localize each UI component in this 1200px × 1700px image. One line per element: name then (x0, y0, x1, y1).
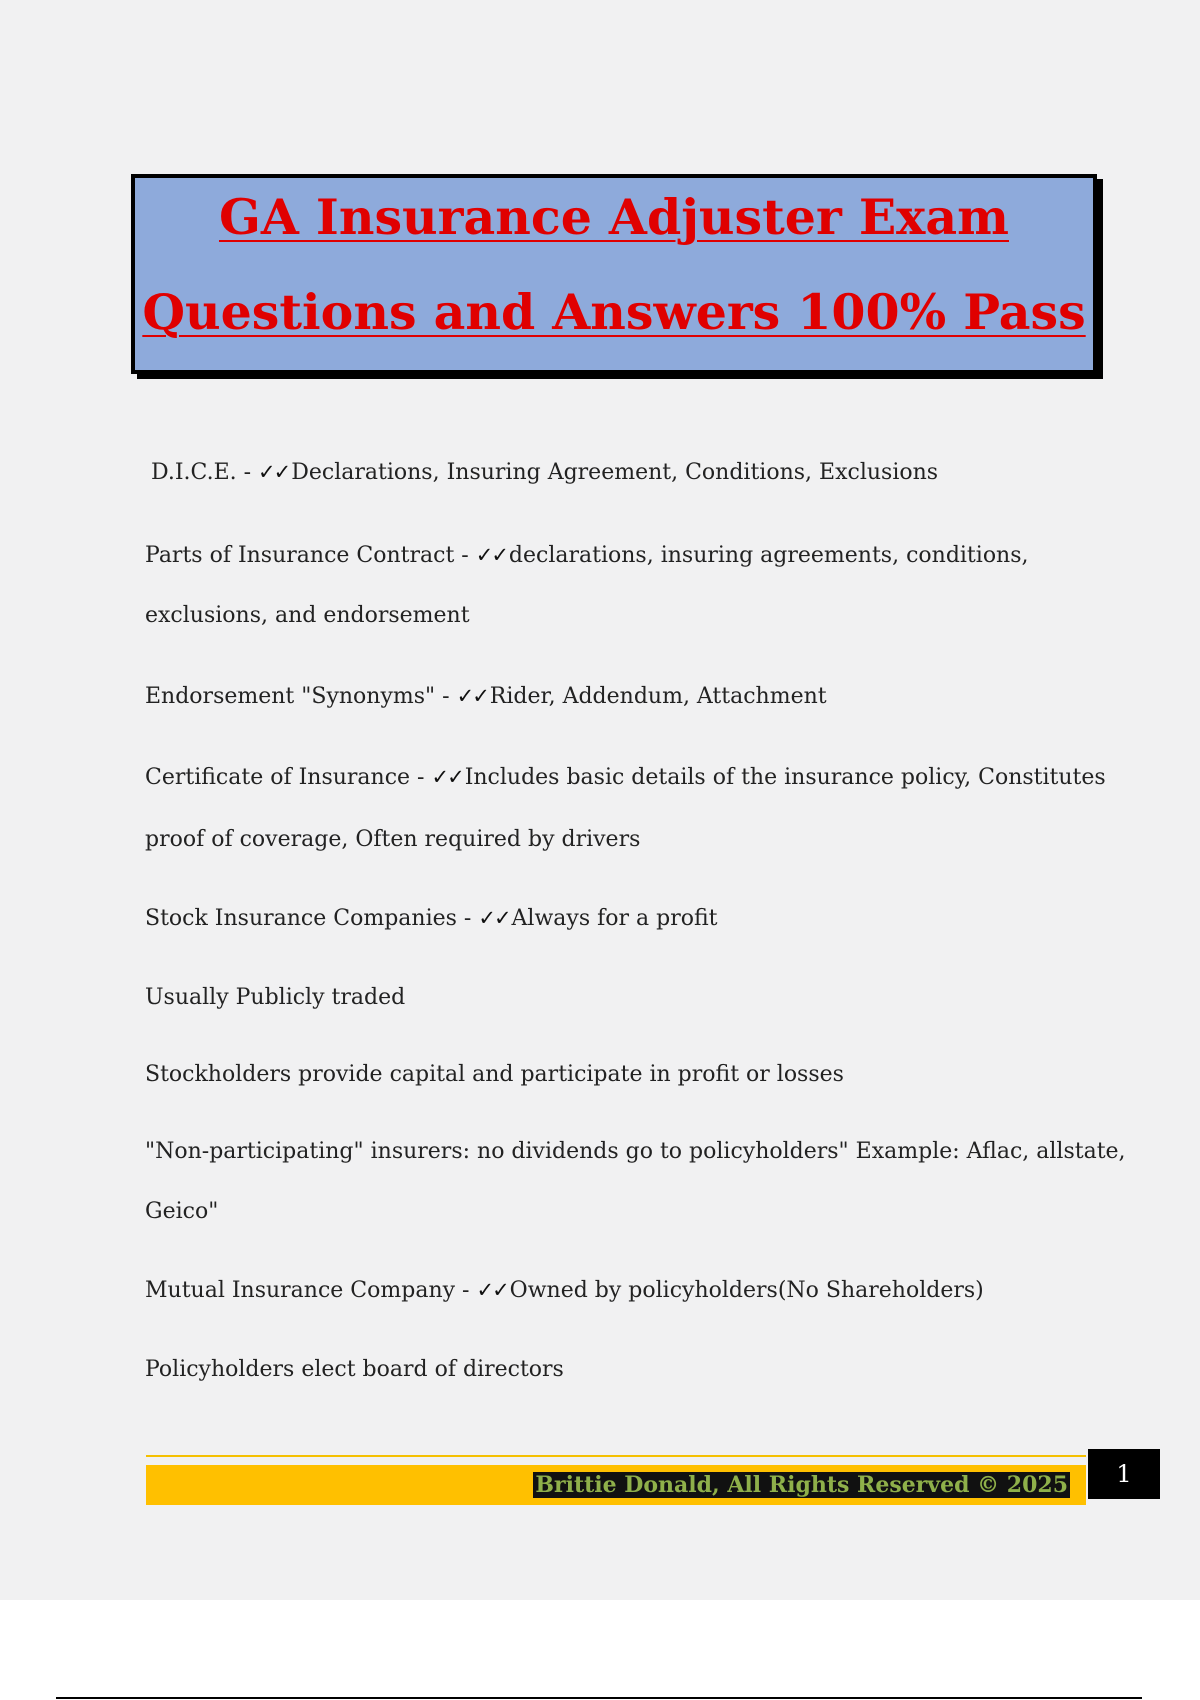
copyright-text: Brittie Donald, All Rights Reserved © 2025 (535, 1472, 1068, 1498)
text-line-non-participating: "Non-participating" insurers: no dividends go to policyholders" Example: Aflac, allstate, (145, 1139, 1126, 1164)
qa-item-mutual-insurance (145, 1278, 984, 1303)
double-check-icon: ✓✓ (258, 460, 290, 484)
qa-answer: Rider, Addendum, Attachment (489, 684, 827, 709)
qa-answer: declarations, insuring agreements, conditions, (508, 543, 1029, 568)
qa-term: D.I.C.E. - (151, 460, 259, 485)
footer-bar (146, 1465, 1086, 1505)
qa-item-parts-of-contract (145, 543, 1029, 568)
qa-term: Parts of Insurance Contract - (145, 543, 476, 568)
double-check-icon: ✓✓ (431, 765, 463, 789)
text-line-board-of-directors: Policyholders elect board of directors (145, 1357, 564, 1382)
double-check-icon: ✓✓ (478, 906, 510, 930)
next-page-divider (56, 1697, 1142, 1699)
qa-item-endorsement-synonyms (145, 684, 827, 709)
page-number: 1 (1088, 1449, 1160, 1499)
qa-item-certificate-continuation: proof of coverage, Often required by drivers (145, 827, 641, 852)
qa-term: Stock Insurance Companies - (145, 906, 479, 931)
qa-item-certificate-of-insurance (145, 765, 1106, 790)
qa-term: Mutual Insurance Company - (145, 1278, 477, 1303)
title-line-1: GA Insurance Adjuster Exam (218, 188, 1009, 246)
qa-answer: Always for a profit (511, 906, 718, 931)
text-line-stockholders: Stockholders provide capital and participate in profit or losses (145, 1062, 844, 1087)
footer-rule (146, 1455, 1086, 1457)
qa-item-dice (151, 460, 938, 485)
title-box (131, 174, 1097, 374)
text-line-non-participating-continuation: Geico" (145, 1199, 219, 1224)
double-check-icon: ✓✓ (476, 1278, 508, 1302)
text-line-publicly-traded: Usually Publicly traded (145, 985, 406, 1010)
qa-term: Endorsement "Synonyms" - (145, 684, 457, 709)
double-check-icon: ✓✓ (456, 684, 488, 708)
double-check-icon: ✓✓ (475, 543, 507, 567)
qa-item-stock-insurance (145, 906, 718, 931)
qa-answer: Declarations, Insuring Agreement, Conditions, Exclusions (291, 460, 939, 485)
qa-item-parts-of-contract-continuation: exclusions, and endorsement (145, 603, 470, 628)
title-line-2: Questions and Answers 100% Pass (142, 283, 1086, 341)
qa-term: Certificate of Insurance - (145, 765, 432, 790)
qa-answer: Owned by policyholders(No Shareholders) (509, 1278, 984, 1303)
qa-answer: Includes basic details of the insurance policy, Constitutes (464, 765, 1106, 790)
